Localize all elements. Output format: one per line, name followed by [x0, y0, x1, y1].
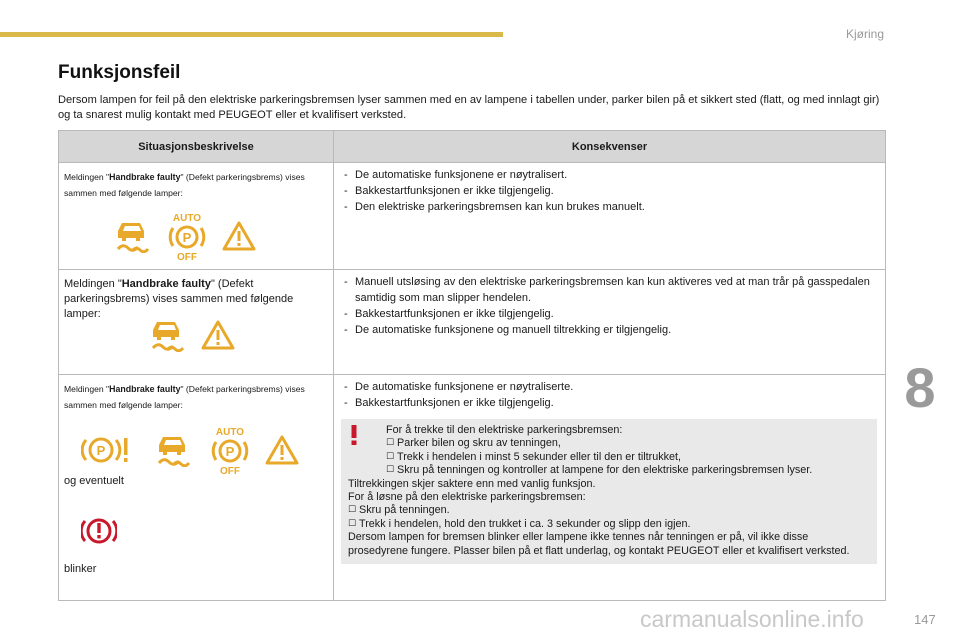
lamp-group [114, 211, 256, 261]
list-item: - De automatiske funksjonene er nøytralisert. [344, 167, 877, 183]
table-row [59, 270, 886, 375]
svg-text:AUTO: AUTO [172, 213, 202, 224]
header-accent-bar [0, 32, 503, 37]
table-row [59, 375, 886, 601]
list-item: - Den elektriske parkeringsbremsen kan kun brukes manuelt. [344, 199, 877, 215]
consequence-list [334, 274, 885, 338]
list-item: - Manuell utsløsing av den elektriske parkeringsbremsen kan kun aktiveres ved at man trår på gasspedalen samtidig som man slipper hendelen. [344, 274, 877, 306]
checkbox-icon: ☐ [386, 465, 395, 476]
park-brake-fault-icon [81, 434, 131, 466]
blinking-label: blinker [64, 563, 97, 575]
esp-skid-icon [114, 219, 150, 253]
list-item: - Bakkestartfunksjonen er ikke tilgjengelig. [344, 183, 877, 199]
situation-text: Meldingen "Handbrake faulty" (Defekt parkeringsbrems) vises sammen med følgende lamper: [64, 172, 305, 198]
warning-triangle-icon [201, 319, 235, 351]
esp-skid-icon [149, 318, 185, 352]
list-item: ☐ Skru på tenningen. [348, 504, 450, 517]
checkbox-icon: ☐ [386, 438, 395, 449]
svg-text:OFF: OFF [220, 466, 240, 475]
consequence-cell [334, 270, 886, 375]
list-item: - De automatiske funksjonene og manuell tiltrekking er tilgjengelig. [344, 322, 877, 338]
consequence-cell [334, 163, 886, 270]
chapter-number: 8 [904, 356, 936, 419]
svg-text:AUTO: AUTO [215, 427, 245, 438]
list-item: ☐ Parker bilen og skru av tenningen, [386, 437, 561, 450]
list-item: ☐ Trekk i hendelen i minst 5 sekunder eller til den er tiltrukket, [386, 450, 682, 463]
fault-table [58, 130, 886, 601]
warning-closing: Dersom lampen for bremsen blinker eller lampene ikke tennes når tenningen er på, vil ikke disse prosedyrene fungere. Plasser bilen på et flatt underlag, og kontakt PEUGEOT eller et kvalifisert verksted. [348, 531, 850, 557]
checkbox-icon: ☐ [348, 505, 357, 516]
lamp-group [81, 425, 299, 475]
warning-intro: For å trekke til den elektriske parkeringsbremsen: [386, 424, 623, 436]
brake-warning-icon [81, 515, 117, 547]
situation-cell [59, 270, 334, 375]
list-item: - De automatiske funksjonene er nøytraliserte. [344, 379, 877, 395]
table-header-row [59, 131, 886, 163]
auto-park-off-icon [209, 425, 251, 475]
red-lamp-group [81, 515, 117, 547]
svg-text:OFF: OFF [177, 252, 197, 261]
consequence-cell [334, 375, 886, 601]
warning-note: Tiltrekkingen skjer saktere enn med vanlig funksjon. [348, 477, 596, 490]
situation-cell [59, 375, 334, 601]
section-label: Kjøring [845, 27, 884, 41]
situation-text: Meldingen "Handbrake faulty" (Defekt parkeringsbrems) vises sammen med følgende lamper: [64, 384, 305, 410]
table-row [59, 163, 886, 270]
warning-triangle-icon [265, 434, 299, 466]
svg-text:P: P [182, 230, 192, 245]
column-header-situation: Situasjonsbeskrivelse [59, 131, 334, 163]
auto-park-off-icon [166, 211, 208, 261]
watermark: carmanualsonline.info [640, 606, 864, 632]
warning-box [341, 419, 877, 564]
checkbox-icon: ☐ [348, 518, 357, 529]
list-item: - Bakkestartfunksjonen er ikke tilgjengelig. [344, 395, 877, 411]
list-item: - Bakkestartfunksjonen er ikke tilgjengelig. [344, 306, 877, 322]
list-item: ☐ Trekk i hendelen, hold den trukket i ca. 3 sekunder og slipp den igjen. [348, 517, 691, 530]
page-title: Funksjonsfeil [58, 62, 181, 83]
consequence-list [334, 379, 885, 411]
esp-skid-icon [155, 433, 191, 467]
warning-triangle-icon [222, 220, 256, 252]
lamp-group [149, 318, 235, 352]
situation-text: Meldingen "Handbrake faulty" (Defekt parkeringsbrems) vises sammen med følgende lamper: [64, 278, 294, 320]
svg-text:P: P [225, 444, 235, 459]
checkbox-icon: ☐ [386, 451, 395, 462]
warning-note: For å løsne på den elektriske parkeringsbremsen: [348, 491, 586, 504]
situation-cell [59, 163, 334, 270]
page-number: 147 [914, 612, 936, 627]
svg-text:P: P [96, 443, 106, 458]
consequence-list [334, 167, 885, 215]
and-possibly-label: og eventuelt [64, 475, 124, 487]
column-header-consequences: Konsekvenser [334, 131, 886, 163]
intro-paragraph: Dersom lampen for feil på den elektriske parkeringsbremsen lyser sammen med en av lampene i tabellen under, parker bilen på et sikkert sted (flatt, og med innlagt gir) og ta snarest mulig kontakt med PEUGEOT eller et kvalifisert verksted. [58, 94, 880, 121]
list-item: ☐ Skru på tenningen og kontroller at lampene for den elektriske parkeringsbremsen lyser. [386, 464, 813, 477]
